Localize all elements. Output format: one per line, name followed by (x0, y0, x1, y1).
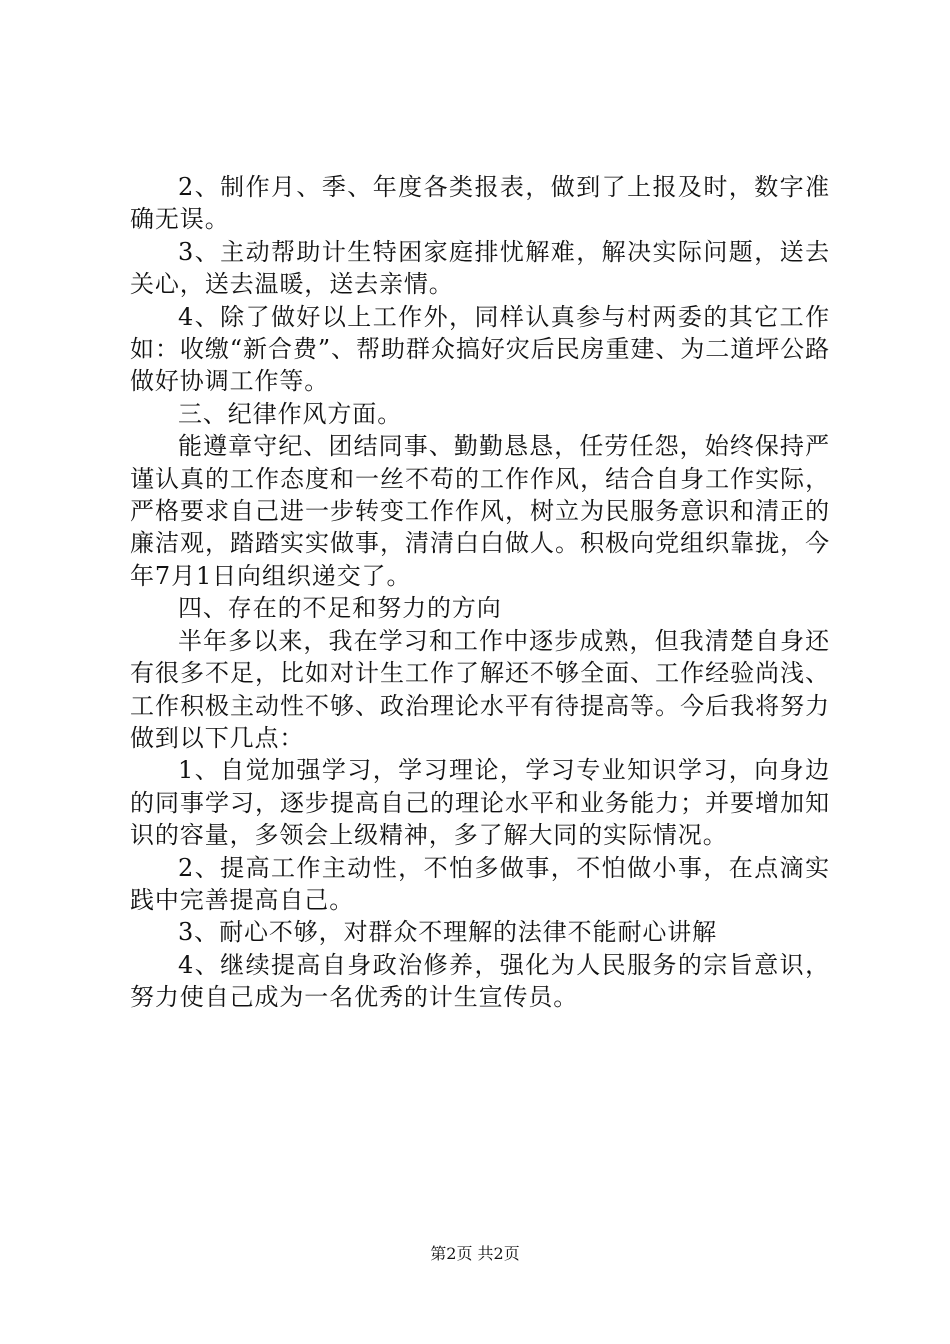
improvement-item-3: 3、耐心不够，对群众不理解的法律不能耐心讲解 (178, 918, 718, 947)
paragraph-item-4: 4、除了做好以上工作外，同样认真参与村两委的其它工作如：收缴“新合费”、帮助群众搞好灾后民房重建、为二道坪公路做好协调工作等。 (130, 302, 830, 396)
document-body (130, 171, 830, 1014)
paragraph-shortcomings: 半年多以来，我在学习和工作中逐步成熟，但我清楚自身还有很多不足，比如对计生工作了解还不够全面、工作经验尚浅、工作积极主动性不够、政治理论水平有待提高等。今后我将努力做到以下几点： (130, 626, 830, 752)
page-number-footer: 第2页 共2页 (430, 1244, 520, 1263)
improvement-item-2: 2、提高工作主动性，不怕多做事，不怕做小事，在点滴实践中完善提高自己。 (130, 853, 830, 914)
paragraph-item-3: 3、主动帮助计生特困家庭排忧解难，解决实际问题，送去关心，送去温暖，送去亲情。 (130, 237, 830, 299)
improvement-item-1: 1、自觉加强学习，学习理论，学习专业知识学习，向身边的同事学习，逐步提高自己的理论水平和业务能力；并要增加知识的容量，多领会上级精神，多了解大同的实际情况。 (130, 756, 830, 850)
paragraph-item-2: 2、制作月、季、年度各类报表，做到了上报及时，数字准确无误。 (130, 173, 830, 234)
improvement-item-4: 4、继续提高自身政治修养，强化为人民服务的宗旨意识，努力使自己成为一名优秀的计生宣传员。 (130, 950, 830, 1012)
paragraph-discipline: 能遵章守纪、团结同事、勤勤恳恳，任劳任怨，始终保持严谨认真的工作态度和一丝不苟的工作作风，结合自身工作实际，严格要求自己进一步转变工作作风，树立为民服务意识和清正的廉洁观，踏踏实实做事，清清白白做人。积极向党组织靠拢，今年7月1日向组织递交了。 (130, 432, 830, 590)
section-heading-shortcomings: 四、存在的不足和努力的方向 (178, 594, 502, 623)
section-heading-discipline: 三、纪律作风方面。 (178, 399, 403, 428)
